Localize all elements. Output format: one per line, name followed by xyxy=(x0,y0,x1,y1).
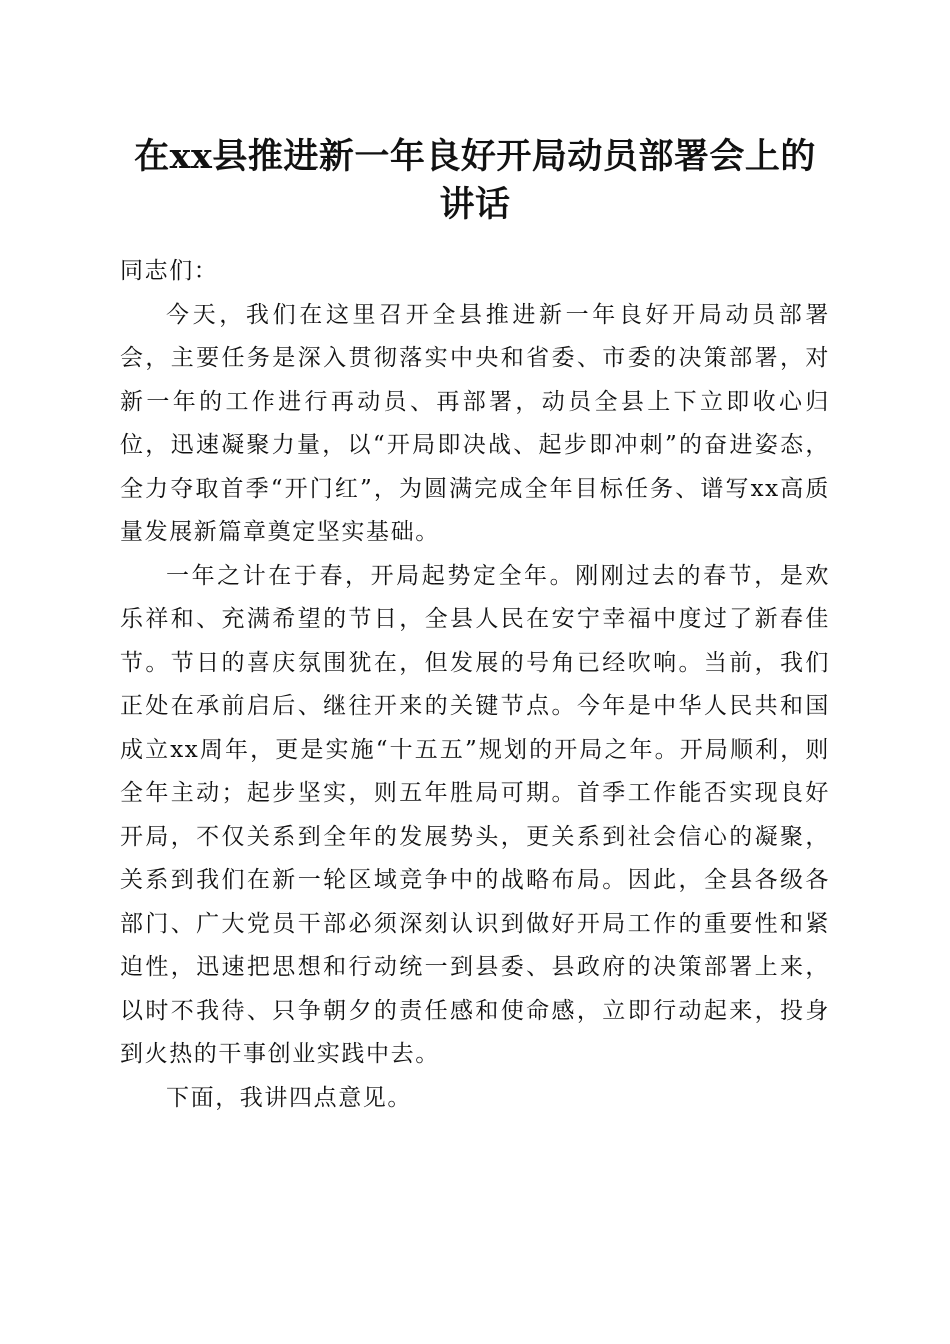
document-title-line-2: 讲话 xyxy=(439,184,511,225)
paragraph-3: 下面，我讲四点意见。 xyxy=(166,1084,412,1111)
document-title xyxy=(100,133,850,229)
document-title-line-1: 在xx县推进新一年良好开局动员部署会上的 xyxy=(134,136,816,177)
paragraph-2: 一年之计在于春，开局起势定全年。刚刚过去的春节，是欢乐祥和、充满希望的节日，全县人民在安宁幸福中度过了新春佳节。节日的喜庆氛围犹在，但发展的号角已经吹响。当前，我们正处在承前启后、继往开来的关键节点。今年是中华人民共和国成立xx周年，更是实施“十五五”规划的开局之年。开局顺利，则全年主动；起步坚实，则五年胜局可期。首季工作能否实现良好开局，不仅关系到全年的发展势头，更关系到社会信心的凝聚，关系到我们在新一轮区域竞争中的战略布局。因此，全县各级各部门、广大党员干部必须深刻认识到做好开局工作的重要性和紧迫性，迅速把思想和行动统一到县委、县政府的决策部署上来，以时不我待、只争朝夕的责任感和使命感，立即行动起来，投身到火热的干事创业实践中去。 xyxy=(120,562,830,1067)
greeting: 同志们： xyxy=(120,258,219,284)
paragraph-1: 今天，我们在这里召开全县推进新一年良好开局动员部署会，主要任务是深入贯彻落实中央和省委、市委的决策部署，对新一年的工作进行再动员、再部署，动员全县上下立即收心归位，迅速凝聚力量，以“开局即决战、起步即冲刺”的奋进姿态，全力夺取首季“开门红”，为圆满完成全年目标任务、谱写xx高质量发展新篇章奠定坚实基础。 xyxy=(120,301,830,545)
document-body xyxy=(120,250,830,1120)
